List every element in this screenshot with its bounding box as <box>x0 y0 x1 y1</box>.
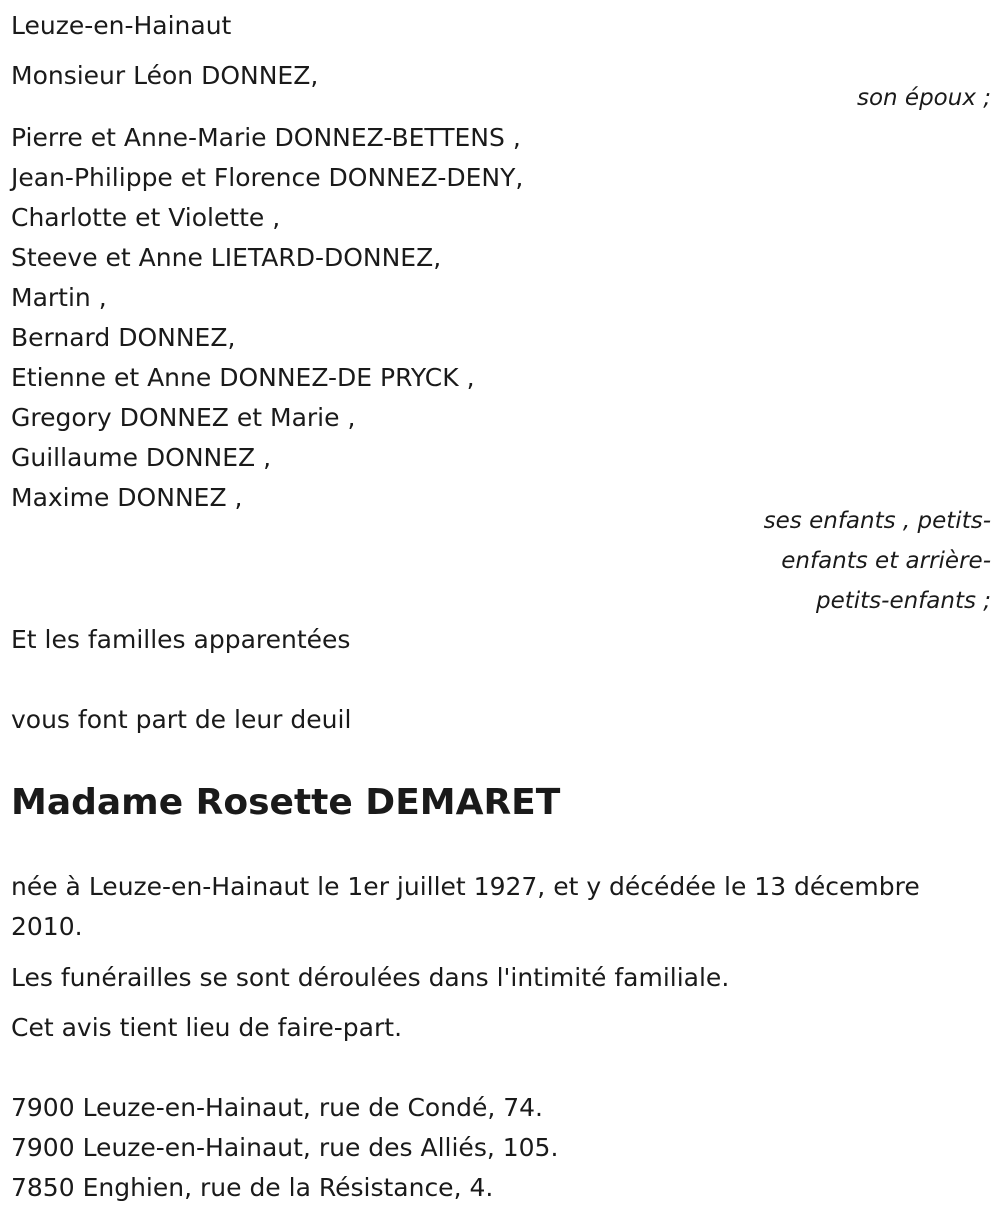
address-item: 7900 Leuze-en-Hainaut, rue des Alliés, 105. <box>11 1133 559 1162</box>
address-list <box>11 1088 558 1208</box>
list-item: Gregory DONNEZ et Marie , <box>11 403 356 432</box>
list-item: Guillaume DONNEZ , <box>11 443 272 472</box>
children-list <box>11 118 523 518</box>
children-role-line: enfants et arrière- <box>781 548 991 574</box>
list-item: Martin , <box>11 283 107 312</box>
deceased-name: Madame Rosette DEMARET <box>11 782 561 823</box>
birth-death-info <box>11 867 981 947</box>
list-item: Steeve et Anne LIETARD-DONNEZ, <box>11 243 442 272</box>
list-item: Etienne et Anne DONNEZ-DE PRYCK , <box>11 363 475 392</box>
spouse-name: Monsieur Léon DONNEZ, <box>11 61 319 90</box>
place-heading: Leuze-en-Hainaut <box>11 11 232 40</box>
children-role-line: ses enfants , petits- <box>763 508 991 534</box>
list-item: Pierre et Anne-Marie DONNEZ-BETTENS , <box>11 123 521 152</box>
mourning-line: vous font part de leur deuil <box>11 705 352 734</box>
children-role <box>691 501 991 621</box>
list-item: Charlotte et Violette , <box>11 203 281 232</box>
notice-line: Cet avis tient lieu de faire-part. <box>11 1013 403 1042</box>
list-item: Jean-Philippe et Florence DONNEZ-DENY, <box>11 163 524 192</box>
birth-death-text: née à Leuze-en-Hainaut le 1er juillet 1927, et y décédée le 13 décembre 2010. <box>11 872 920 941</box>
funerals-line: Les funérailles se sont déroulées dans l'intimité familiale. <box>11 963 730 992</box>
address-item: 7900 Leuze-en-Hainaut, rue de Condé, 74. <box>11 1093 543 1122</box>
spouse-role: son époux ; <box>856 85 991 111</box>
list-item: Bernard DONNEZ, <box>11 323 236 352</box>
list-item: Maxime DONNEZ , <box>11 483 243 512</box>
families-line: Et les familles apparentées <box>11 625 351 654</box>
children-role-line: petits-enfants ; <box>815 588 991 614</box>
address-item: 7850 Enghien, rue de la Résistance, 4. <box>11 1173 494 1202</box>
